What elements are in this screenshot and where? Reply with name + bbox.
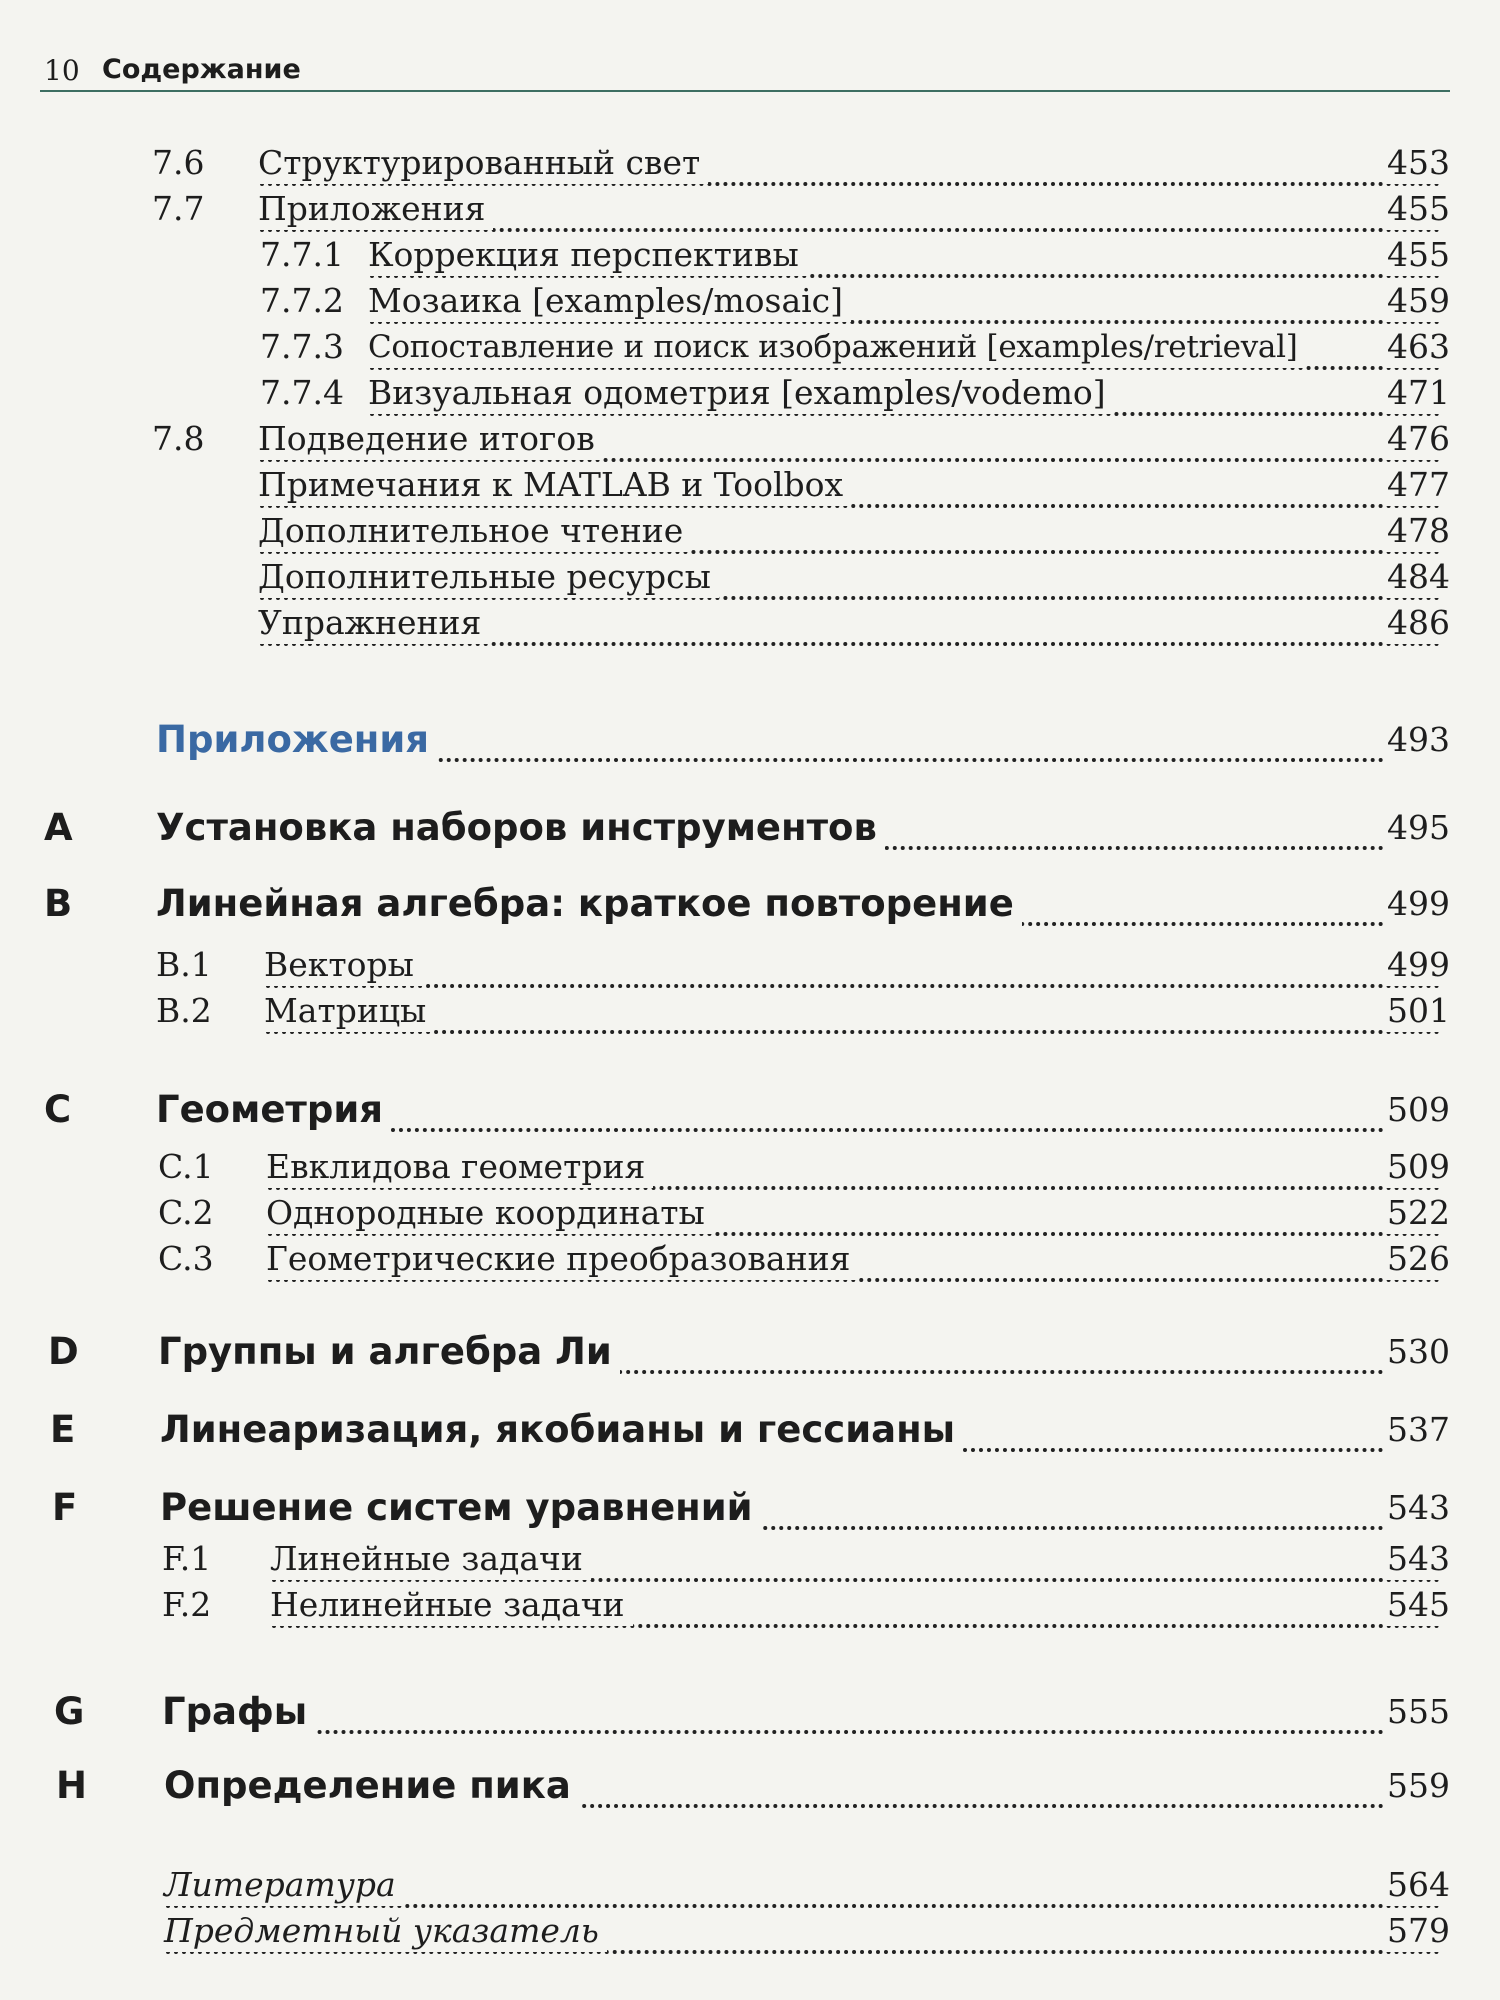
section-title: Примечания к MATLAB и Toolbox: [258, 464, 851, 506]
toc-appendix-entry[interactable]: [0, 1408, 1500, 1454]
section-number: B.2: [156, 991, 212, 1030]
section-number: 7.7.1: [260, 235, 344, 274]
appendix-letter: G: [54, 1690, 85, 1733]
appendix-letter: A: [44, 806, 73, 849]
toc-entry[interactable]: [0, 990, 1500, 1036]
section-title: Матрицы: [264, 990, 434, 1032]
appendix-letter: E: [50, 1408, 76, 1451]
toc-appendix-entry[interactable]: [0, 1690, 1500, 1736]
section-title: Литература: [164, 1864, 404, 1906]
page-ref: 486: [1383, 602, 1450, 644]
page-ref: 526: [1383, 1238, 1450, 1280]
toc-appendix-entry[interactable]: [0, 882, 1500, 928]
page-ref: 530: [1383, 1330, 1450, 1374]
appendix-title: Линейная алгебра: краткое повторение: [156, 882, 1022, 926]
toc-appendix-entry[interactable]: [0, 1330, 1500, 1376]
page-ref: 455: [1383, 234, 1450, 276]
part-title: Приложения: [156, 718, 437, 762]
toc-appendix-entry[interactable]: [0, 1486, 1500, 1532]
toc-entry[interactable]: [0, 464, 1500, 510]
page-header: [40, 50, 1450, 92]
page-ref: 484: [1383, 556, 1450, 598]
leader-dots: [266, 990, 1440, 1034]
appendix-title: Линеаризация, якобианы и гессианы: [160, 1408, 963, 1452]
toc-entry[interactable]: [0, 142, 1500, 188]
appendix-letter: B: [44, 882, 73, 925]
toc-entry[interactable]: [0, 188, 1500, 234]
page-ref: 493: [1383, 718, 1450, 762]
toc-appendix-entry[interactable]: [0, 806, 1500, 852]
running-title: Содержание: [102, 54, 301, 85]
appendix-title: Графы: [162, 1690, 315, 1734]
appendix-title: Определение пика: [164, 1764, 579, 1808]
section-number: B.1: [156, 945, 212, 984]
toc-entry[interactable]: [0, 1146, 1500, 1192]
section-number: C.1: [158, 1147, 214, 1186]
appendix-title: Установка наборов инструментов: [156, 806, 885, 850]
toc-entry[interactable]: [0, 556, 1500, 602]
toc-entry[interactable]: [0, 944, 1500, 990]
appendix-title: Геометрия: [156, 1088, 391, 1132]
section-number: 7.8: [152, 419, 205, 458]
page-ref: 459: [1383, 280, 1450, 322]
toc-appendix-entry[interactable]: [0, 1088, 1500, 1134]
toc-entry[interactable]: [0, 418, 1500, 464]
section-title: Предметный указатель: [164, 1910, 607, 1952]
leader-dots: [266, 944, 1440, 988]
section-title: Линейные задачи: [270, 1538, 591, 1580]
page-ref: 522: [1383, 1192, 1450, 1234]
page-ref: 555: [1383, 1690, 1450, 1734]
page-ref: 476: [1383, 418, 1450, 460]
page-ref: 559: [1383, 1764, 1450, 1808]
section-title: Векторы: [264, 944, 422, 986]
toc-entry[interactable]: [0, 234, 1500, 280]
section-title: Приложения: [258, 188, 493, 230]
toc-part-entry[interactable]: [0, 718, 1500, 764]
section-number: F.2: [162, 1585, 212, 1624]
section-title: Структурированный свет: [258, 142, 708, 184]
section-number: 7.7: [152, 189, 205, 228]
page-ref: 501: [1383, 990, 1450, 1032]
section-number: C.3: [158, 1239, 214, 1278]
section-title: Дополнительные ресурсы: [258, 556, 719, 598]
section-title: Мозаика [examples/mosaic]: [368, 280, 851, 322]
toc-entry[interactable]: [0, 1192, 1500, 1238]
page-ref: 455: [1383, 188, 1450, 230]
section-number: 7.7.3: [260, 327, 344, 366]
page-ref: 499: [1383, 882, 1450, 926]
toc-entry[interactable]: [0, 1864, 1500, 1910]
page-ref: 509: [1383, 1088, 1450, 1132]
section-number: 7.7.4: [260, 373, 344, 412]
appendix-letter: H: [56, 1764, 87, 1807]
page-ref: 463: [1383, 326, 1450, 368]
leader-dots: [166, 1690, 1440, 1734]
page-ref: 478: [1383, 510, 1450, 552]
appendix-letter: F: [52, 1486, 78, 1529]
toc-entry[interactable]: [0, 1910, 1500, 1956]
toc-appendix-entry[interactable]: [0, 1764, 1500, 1810]
appendix-letter: C: [44, 1088, 72, 1131]
appendix-title: Решение систем уравнений: [160, 1486, 761, 1530]
page-ref: 495: [1383, 806, 1450, 850]
toc-entry[interactable]: [0, 1584, 1500, 1630]
section-title: Однородные координаты: [266, 1192, 713, 1234]
page-ref: 499: [1383, 944, 1450, 986]
page-ref: 579: [1383, 1910, 1450, 1952]
page-ref: 543: [1383, 1486, 1450, 1530]
toc-entry[interactable]: [0, 602, 1500, 648]
section-number: C.2: [158, 1193, 214, 1232]
toc-entry[interactable]: [0, 1538, 1500, 1584]
page-ref: 509: [1383, 1146, 1450, 1188]
section-title: Евклидова геометрия: [266, 1146, 653, 1188]
section-number: 7.6: [152, 143, 205, 182]
section-title: Упражнения: [258, 602, 489, 644]
toc-entry[interactable]: [0, 510, 1500, 556]
page-ref: 537: [1383, 1408, 1450, 1452]
section-title: Подведение итогов: [258, 418, 603, 460]
section-title: Геометрические преобразования: [266, 1238, 858, 1280]
toc-entry[interactable]: [0, 1238, 1500, 1284]
toc-entry[interactable]: [0, 326, 1500, 372]
page-ref: 471: [1383, 372, 1450, 414]
section-title: Дополнительное чтение: [258, 510, 691, 552]
page-ref: 543: [1383, 1538, 1450, 1580]
section-title: Коррекция перспективы: [368, 234, 807, 276]
section-number: 7.7.2: [260, 281, 344, 320]
page-number: 10: [44, 54, 80, 87]
appendix-letter: D: [48, 1330, 79, 1373]
page-ref: 564: [1383, 1864, 1450, 1906]
section-title: Нелинейные задачи: [270, 1584, 633, 1626]
section-title: Сопоставление и поиск изображений [examples/retrieval]: [368, 326, 1306, 368]
page-ref: 453: [1383, 142, 1450, 184]
toc-entry[interactable]: [0, 372, 1500, 418]
page-ref: 545: [1383, 1584, 1450, 1626]
appendix-title: Группы и алгебра Ли: [158, 1330, 620, 1374]
section-title: Визуальная одометрия [examples/vodemo]: [368, 372, 1114, 414]
toc-entry[interactable]: [0, 280, 1500, 326]
section-number: F.1: [162, 1539, 212, 1578]
page-ref: 477: [1383, 464, 1450, 506]
